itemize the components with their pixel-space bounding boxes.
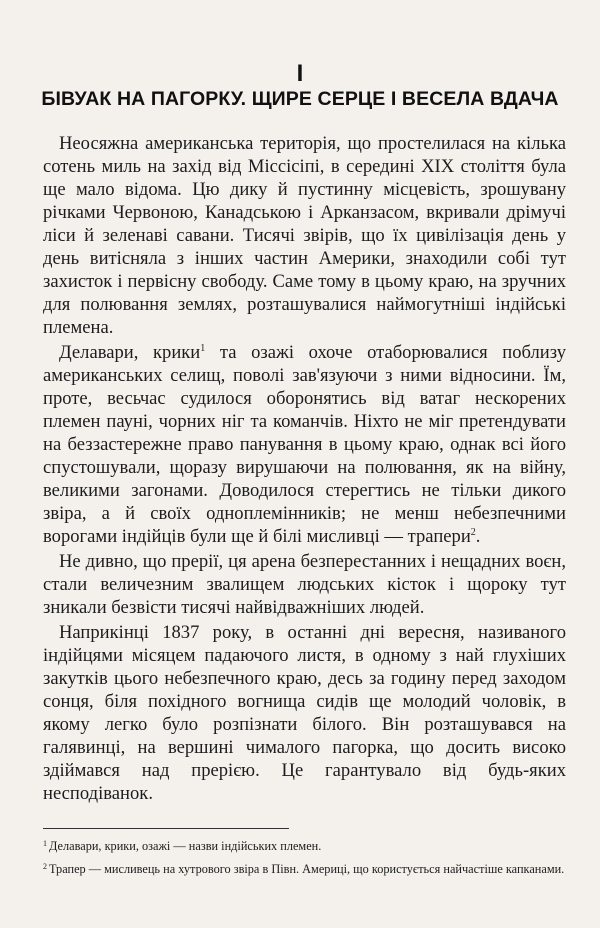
body-text	[43, 132, 566, 807]
chapter-title: БІВУАК НА ПАГОРКУ. ЩИРЕ СЕРЦЕ І ВЕСЕЛА ВДАЧА	[41, 88, 559, 110]
paragraph-4: Наприкінці 1837 року, в останні дні вересня, називаного індійцями місяцем падаючого листя, в одному з най глухіших закутків цього небезпечного краю, десь за годину перед заходом сонця, біля похідного вогнища сидів ще молодий чоловік, в якому легко було розпізнати білого. Він розташувався на галявинці, на вершині чималого пагорка, що досить високо здіймався над прерією. Це гарантувало від будь-яких несподіванок.	[43, 622, 566, 804]
footnote-text-2: Трапер — мисливець на хутрового звіра в Півн. Америці, що користується найчастіше капканами.	[49, 862, 565, 876]
footnote-divider	[43, 828, 289, 829]
footnote-ref-2[interactable]: 2	[470, 527, 476, 538]
footnote-ref-1[interactable]: 1	[200, 343, 206, 354]
footnote-mark-2: 2	[43, 862, 47, 871]
paragraph-2	[43, 341, 566, 548]
paragraph-1: Неосяжна американська територія, що простелилася на кілька сотень миль на захід від Міссісіпі, в середині XIX століття була ще мало відома. Цю дику й пустинну місцевість, зрошувану річками Червоною, Канадською і Арканзасом, вкривали дрімучі ліси й зеленаві савани. Тисячі звірів, що їх цивілізація день у день витісняла з інших частин Америки, знаходили собі тут захисток і первісну свободу. Саме тому в цьому краю, на зручних для полювання землях, розташувалися наймогутніші індійські племена.	[43, 133, 566, 338]
footnote-2	[43, 861, 566, 878]
footnote-mark-1: 1	[43, 839, 47, 848]
paragraph-2-part-3: .	[475, 526, 481, 547]
chapter-number: I	[296, 60, 304, 87]
paragraph-3: Не дивно, що прерії, ця арена безперестанних і нещадних воєн, стали величезним звалищем людських кісток і щороку тут зникали безвісти тисячі найвідважніших людей.	[43, 551, 566, 618]
footnote-1	[43, 838, 566, 855]
footnotes	[43, 838, 566, 884]
footnote-text-1: Делавари, крики, озажі — назви індійських племен.	[49, 839, 322, 853]
paragraph-2-part-1: Делавари, крики	[59, 342, 201, 363]
paragraph-2-part-2: та озажі охоче отаборювалися поблизу американських селищ, поволі зав'язуючи з ними відносини. Їм, проте, весьчас судилося оборонятись від ватаг нескорених племен пауні, чорних ніг та команчів. Ніхто не міг претендувати на беззастережне право панування в цьому краю, однак всі його спустошували, щоразу вирушаючи на полювання, як на війну, великими загонами. Доводилося стерегтись не тільки дикого звіра, а й своїх одноплемінників; не менш небезпечними ворогами індійців були ще й білі мисливці — трапери	[43, 342, 566, 547]
